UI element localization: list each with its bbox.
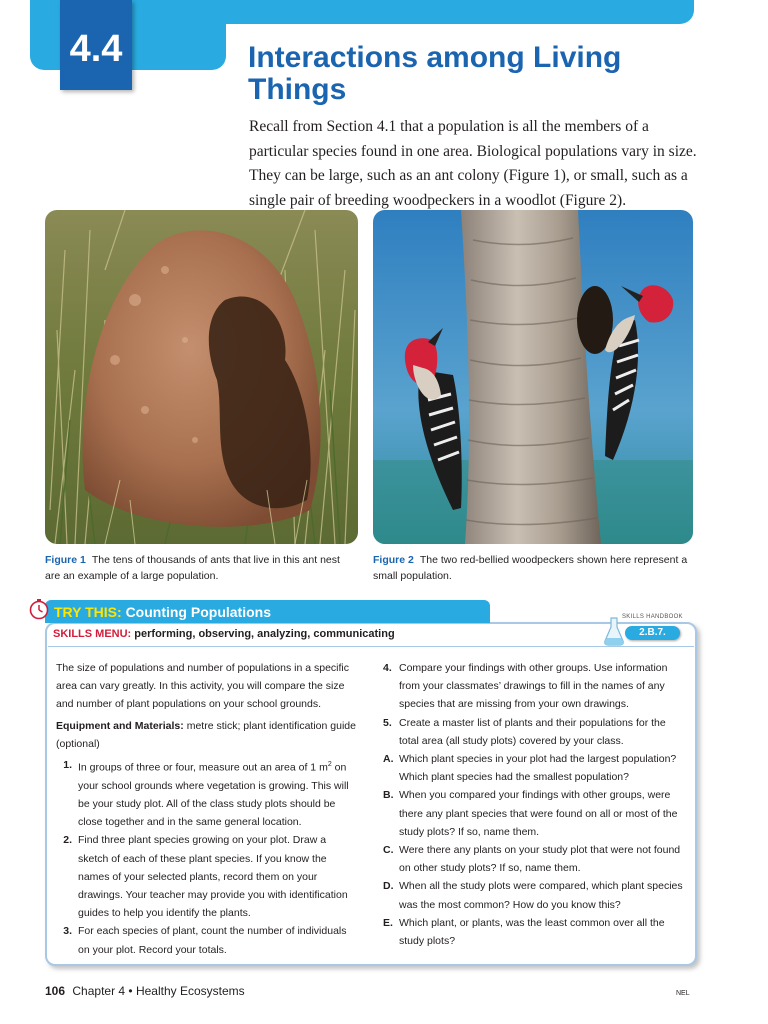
- flask-icon: [603, 616, 625, 646]
- list-item: [56, 831, 358, 922]
- list-item: [383, 659, 685, 714]
- try-this-title: [54, 602, 271, 622]
- figure-2-text: The two red-bellied woodpeckers shown here represent a small population.: [373, 554, 688, 582]
- list-item: [56, 922, 358, 958]
- step-text: For each species of plant, count the number of individuals on your plot. Record your totals.: [78, 925, 347, 956]
- try-this-right-column: [383, 659, 685, 950]
- equipment-paragraph: [56, 717, 358, 753]
- skills-menu-list: performing, observing, analyzing, communicating: [134, 628, 395, 640]
- step-number: 5.: [383, 716, 392, 729]
- step-text: Find three plant species growing on your plot. Draw a sketch of each of these plant species. If you know the names of your selected plants, record them on your drawings. Your teacher may provide you with identification guides to help you identify the plants.: [78, 834, 348, 920]
- step-number: 3.: [63, 925, 72, 938]
- page-footer: [45, 984, 245, 998]
- stopwatch-icon: [28, 598, 50, 620]
- step-number: 1.: [63, 759, 72, 772]
- equipment-list: metre stick; plant identification guide (optional): [56, 719, 356, 750]
- activity-intro: The size of populations and number of populations in a specific area can vary greatly. In this activity, you will compare the size and number of plant populations on your school grounds.: [56, 662, 350, 711]
- question-text: Which plant species in your plot had the largest population? Which plant species had the smallest population?: [399, 753, 677, 784]
- step-text: In groups of three or four, measure out an area of 1 $m^2$ on your school grounds where vegetation is growing. This will be your study plot. All of the class study plots should be close together and in the same general location.: [78, 761, 349, 829]
- page-number: 106: [45, 984, 66, 998]
- woodpeckers-photo: [373, 210, 693, 544]
- ant-nest-photo: [45, 210, 358, 544]
- step-number: 4.: [383, 662, 392, 674]
- question-letter: E.: [383, 916, 393, 929]
- step-text: Compare your findings with other groups. Use information from your classmates’ drawings to fill in the names of any species that are missing from your own drawings.: [399, 662, 668, 711]
- list-item: [383, 914, 685, 950]
- question-letter: B.: [383, 789, 394, 802]
- chapter-title: Chapter 4 • Healthy Ecosystems: [72, 984, 245, 998]
- figure-1-label: Figure 1: [45, 554, 86, 566]
- question-text: Which plant, or plants, was the least common over all the study plots?: [399, 916, 665, 948]
- step-number: 2.: [63, 834, 72, 847]
- list-item: [383, 841, 685, 877]
- question-text: When all the study plots were compared, which plant species was the most common? How do you know this?: [399, 880, 683, 911]
- list-item: [56, 756, 358, 831]
- skills-handbook-label: SKILLS HANDBOOK: [622, 614, 683, 620]
- question-text: Were there any plants on your study plot that were not found on other study plots? If so, name them.: [399, 844, 681, 875]
- question-text: When you compared your findings with other groups, were there any plant species that were found on all or most of the study plots? If so, name them.: [399, 789, 678, 838]
- list-item: [383, 786, 685, 841]
- step-text: Create a master list of plants and their populations for the total area (all study plots) covered by your class.: [399, 716, 666, 747]
- question-letter: D.: [383, 880, 394, 893]
- figure-1-text: The tens of thousands of ants that live in this ant nest are an example of a large population.: [45, 554, 340, 582]
- list-item: [383, 714, 685, 750]
- try-this-left-column: [56, 659, 358, 959]
- publisher-mark: NEL: [676, 990, 690, 997]
- question-letter: A.: [383, 753, 394, 766]
- figure-2-label: Figure 2: [373, 554, 414, 566]
- question-letter: C.: [383, 844, 394, 857]
- try-this-name: Counting Populations: [125, 604, 271, 620]
- figure-2-caption: [373, 552, 695, 584]
- figure-1-caption: [45, 552, 355, 584]
- page-title: Interactions among Living Things: [248, 41, 622, 106]
- equipment-lead: Equipment and Materials:: [56, 719, 184, 732]
- skills-menu: [53, 628, 395, 640]
- list-item: [383, 877, 685, 913]
- list-item: [383, 750, 685, 786]
- try-this-lead: TRY THIS:: [54, 604, 122, 620]
- intro-paragraph: Recall from Section 4.1 that a population is all the members of a particular species found in one area. Biological populations vary in size. They can be large, such as an ant colony (Figure 1), or small, such as a single pair of breeding woodpeckers in a woodlot (Figure 2).: [249, 118, 697, 209]
- divider: [48, 646, 694, 647]
- skills-handbook-link[interactable]: 2.B.7.: [625, 626, 680, 640]
- section-number: 4.4: [60, 0, 132, 90]
- skills-menu-lead: SKILLS MENU:: [53, 628, 132, 640]
